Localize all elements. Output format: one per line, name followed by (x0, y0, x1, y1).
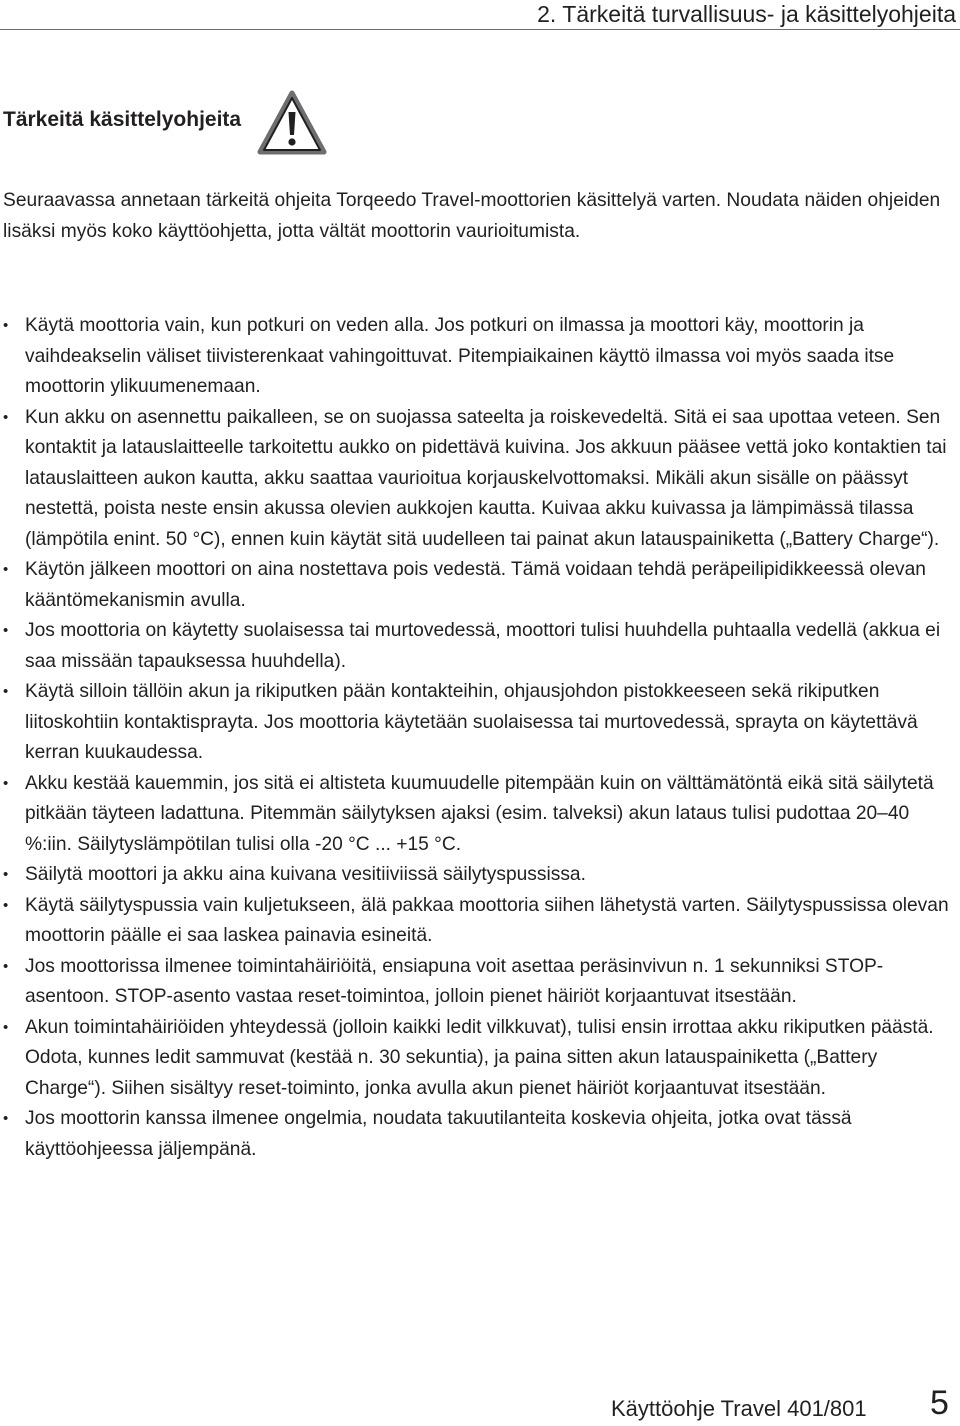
section-heading: Tärkeitä käsittelyohjeita (3, 108, 242, 131)
page-number: 5 (930, 1384, 949, 1422)
list-item: • Jos moottoria on käytetty suolaisessa tai murtovedessä, moottori tulisi huuhdella puhtaalla vedellä (akkua ei saa missään tapauksessa huuhdella). (3, 616, 953, 677)
list-item: • Säilytä moottori ja akku aina kuivana vesitiiviissä säilytyspussissa. (3, 860, 953, 891)
intro-paragraph: Seuraavassa annetaan tärkeitä ohjeita Torqeedo Travel-moottorien käsittelyä varten. Noudata näiden ohjeiden lisäksi myös koko käyttöohjetta, jotta vältät moottorin vaurioitumista. (3, 190, 941, 242)
list-item: • Akun toimintahäiriöiden yhteydessä (jolloin kaikki ledit vilkkuvat), tulisi ensin irrottaa akku rikiputken päästä. Odota, kunnes ledit sammuvat (kestää n. 30 sekuntia), ja paina sitten akun latauspainiketta („Battery Charge“). Siihen sisältyy reset-toiminto, jonka avulla akun pienet häiriöt korjaantuvat itsestään. (3, 1013, 953, 1105)
list-item: • Käytä säilytyspussia vain kuljetukseen, älä pakkaa moottoria siihen lähetystä varten. Säilytyspussissa olevan moottorin päälle ei saa laskea painavia esineitä. (3, 891, 953, 952)
list-item: • Käytä moottoria vain, kun potkuri on veden alla. Jos potkuri on ilmassa ja moottori käy, moottorin ja vaihdeakselin väliset tiivisterenkaat vahingoittuvat. Pitempiaikainen käyttö ilmassa voi myös saada itse moottorin ylikuumenemaan. (3, 311, 953, 403)
section-heading-row (3, 88, 327, 158)
list-item: • Käytä silloin tällöin akun ja rikiputken pään kontakteihin, ohjausjohdon pistokkeeseen sekä rikiputken liitoskohtiin kontaktisprayta. Jos moottoria käytetään suolaisessa tai murtovedessä, sprayta on käytettävä kerran kuukaudessa. (3, 677, 953, 769)
list-item: • Jos moottorissa ilmenee toimintahäiriöitä, ensiapuna voit asettaa peräsinvivun n. 1 sekunniksi STOP-asentoon. STOP-asento vastaa reset-toimintoa, jolloin pienet häiriöt korjaantuvat itsestään. (3, 952, 953, 1013)
list-item: • Jos moottorin kanssa ilmenee ongelmia, noudata takuutilanteita koskevia ohjeita, jotka ovat tässä käyttöohjeessa jäljempänä. (3, 1104, 953, 1165)
page-header (0, 0, 960, 30)
footer-manual-title: Käyttöohje Travel 401/801 (611, 1396, 867, 1421)
chapter-title: 2. Tärkeitä turvallisuus- ja käsittelyohjeita (537, 1, 956, 27)
list-item: • Kun akku on asennettu paikalleen, se on suojassa sateelta ja roiskevedeltä. Sitä ei saa upottaa veteen. Sen kontaktit ja latauslaitteelle tarkoitettu aukko on pidettävä kuivina. Jos akkuun pääsee vettä joko kontaktien tai latauslaitteen aukon kautta, akku saattaa vaurioitua korjauskelvottomaksi. Mikäli akun sisälle on päässyt nestettä, poista neste ensin akussa olevien aukkojen kautta. Kuivaa akku kuivassa ja lämpimässä tilassa (lämpötila enint. 50 °C), ennen kuin käytät sitä uudelleen tai painat akun latauspainiketta („Battery Charge“). (3, 403, 953, 556)
list-item: • Akku kestää kauemmin, jos sitä ei altisteta kuumuudelle pitempään kuin on välttämätöntä eikä sitä säilytetä pitkään täyteen ladattuna. Pitemmän säilytyksen ajaksi (esim. talveksi) akun lataus tulisi pudottaa 20–40 %:iin. Säilytyslämpötilan tulisi olla -20 °C ... +15 °C. (3, 769, 953, 861)
instruction-list (3, 311, 953, 1165)
warning-triangle-icon (257, 90, 327, 156)
list-item: • Käytön jälkeen moottori on aina nostettava pois vedestä. Tämä voidaan tehdä peräpeilipidikkeessä olevan kääntömekanismin avulla. (3, 555, 953, 616)
